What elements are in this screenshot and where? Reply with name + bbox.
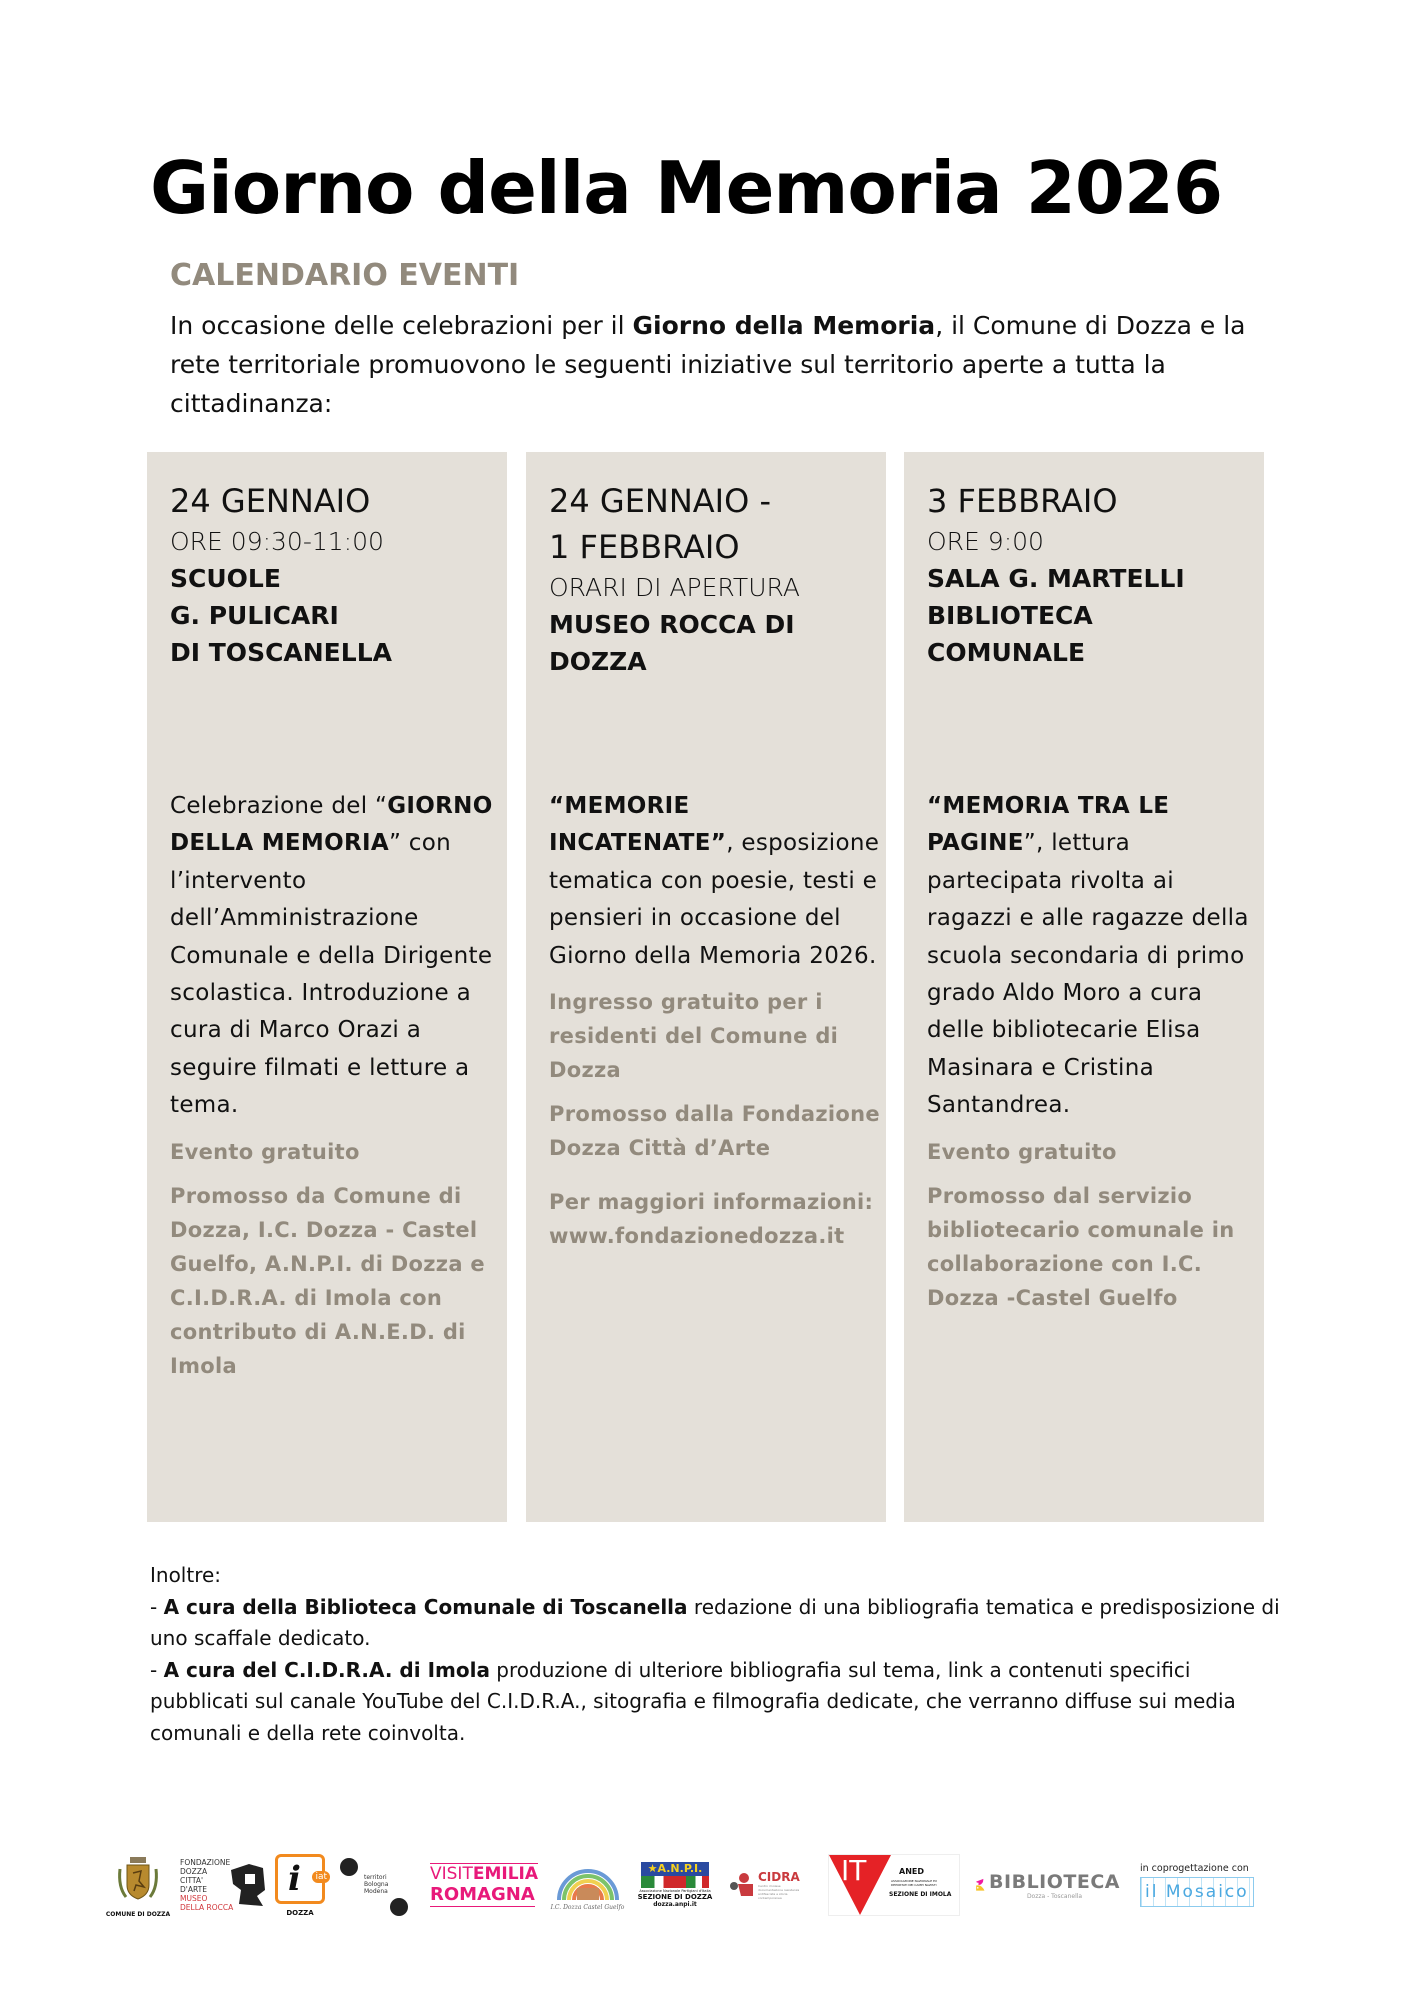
page-title: Giorno della Memoria 2026 <box>150 146 1223 230</box>
intro-bold: Giorno della Memoria <box>632 311 936 340</box>
anpi-title: ★A.N.P.I. <box>641 1862 709 1876</box>
bullet: - <box>150 1657 164 1682</box>
place-line: SCUOLE <box>170 564 281 593</box>
intro-text-end: , il Comune di Dozza e la rete territoriale promuovono le seguenti iniziative sul territorio aperte a tutta la cittadinanza: <box>170 311 1246 418</box>
logo-il-mosaico <box>1140 1840 1280 1930</box>
date-line: 24 GENNAIO - <box>549 482 772 520</box>
text: Associazione Nazionale Partigiani d'Italia <box>639 1889 711 1893</box>
text: EMILIA <box>472 1864 539 1884</box>
desc-bold: “MEMORIA TRA LE PAGINE <box>927 793 1170 857</box>
logo-caption: I.C. Dozza Castel Guelfo <box>550 1903 625 1911</box>
flag-stripes <box>641 1876 709 1888</box>
place-line: DOZZA <box>549 647 647 676</box>
extra-text: redazione di una bibliografia tematica e predisposizione di uno scaffale dedicato. <box>150 1594 1280 1650</box>
desc-text: ”, lettura partecipata rivolta ai ragazzi e alle ragazze della scuola secondaria di primo grado Aldo Moro a cura delle bibliotecarie Elisa Masinara e Cristina Santandrea. <box>927 830 1249 1119</box>
info-link[interactable]: Per maggiori informazioni: www.fondazionedozza.it <box>549 1190 874 1249</box>
extra-heading: Inoltre: <box>150 1563 222 1587</box>
additional-initiatives <box>150 1560 1290 1749</box>
promoter-note: Promosso da Comune di Dozza, I.C. Dozza - Castel Guelfo, A.N.P.I. di Dozza e C.I.D.R.A. di Imola con contributo di A.N.E.D. di Imola <box>170 1183 485 1378</box>
text: BIBLIOTECA <box>989 1870 1120 1893</box>
place-line: MUSEO ROCCA DI <box>549 610 795 639</box>
extra-item-2 <box>150 1655 1290 1750</box>
place-line: G. PULICARI <box>170 601 339 630</box>
aned-mark: IT <box>841 1854 867 1887</box>
text-line: Modena <box>364 1888 388 1895</box>
text: VISIT <box>430 1864 473 1884</box>
text-line: FONDAZIONE <box>180 1858 231 1867</box>
desc-text: , esposizione tematica con poesie, testi e pensieri in occasione del Giorno della Memoria 2026. <box>549 830 880 969</box>
castle-icon <box>229 1860 269 1910</box>
text: Dozza - Toscanella <box>1026 1892 1083 1900</box>
event-date <box>549 478 876 570</box>
intro-paragraph <box>170 306 1280 423</box>
free-event-note: Evento gratuito <box>170 1139 360 1164</box>
text: dozza.anpi.it <box>653 1901 697 1908</box>
mosaico-wordmark: il Mosaico <box>1140 1877 1254 1907</box>
coprogettazione-label: in coprogettazione con <box>1140 1863 1249 1874</box>
event-date: 3 FEBBRAIO <box>927 482 1118 520</box>
logo-caption: DOZZA <box>286 1908 314 1917</box>
event-card-2 <box>526 452 886 1522</box>
place-line: BIBLIOTECA <box>927 601 1093 630</box>
text: ASSOCIAZIONE NAZIONALE EX DEPORTATI NEI CAMPI NAZISTI <box>891 1879 938 1887</box>
desc-bold: “MEMORIE INCATENATE” <box>549 793 727 857</box>
event-description <box>927 788 1258 1315</box>
text-line: D'ARTE <box>180 1885 207 1894</box>
logo-aned-imola <box>828 1840 963 1930</box>
rainbow-icon <box>555 1860 621 1904</box>
logo-ic-dozza-castel-guelfo <box>550 1840 625 1930</box>
partner-logos <box>100 1840 1320 1930</box>
promoter-note: Promosso dalla Fondazione Dozza Città d’Arte <box>549 1102 880 1161</box>
logo-comune-dozza <box>105 1840 171 1930</box>
info-icon: i iat <box>275 1854 325 1904</box>
desc-text: ” con l’intervento dell’Amministrazione Comunale e della Dirigente scolastica. Introduzione a cura di Marco Orazi a seguire filmati e letture a tema. <box>170 830 493 1119</box>
event-time: ORE 09:30-11:00 <box>170 527 384 556</box>
extra-text: produzione di ulteriore bibliografia sul tema, link a contenuti specifici pubblicati sul canale YouTube del C.I.D.R.A., sitografia e filmografia dedicate, che verranno diffuse sui media comunali e della rete coinvolta. <box>150 1657 1236 1745</box>
event-time: ORE 9:00 <box>927 527 1044 556</box>
text-line: territori <box>364 1874 387 1881</box>
cidra-name: CIDRA <box>758 1870 800 1884</box>
desc-bold: GIORNO DELLA MEMORIA <box>170 793 493 857</box>
text: Centro imolese documentazione resistenza antifascista e storia contemporanea <box>758 1884 800 1900</box>
biblioteca-mark-icon <box>975 1861 985 1909</box>
dot-icon <box>340 1858 358 1876</box>
text-line: CITTA' <box>180 1876 204 1885</box>
event-time: ORARI DI APERTURA <box>549 573 800 602</box>
bullet: - <box>150 1594 164 1619</box>
event-card-1 <box>147 452 507 1522</box>
fondazione-text <box>180 1858 233 1912</box>
extra-bold: A cura del C.I.D.R.A. di Imola <box>163 1657 490 1682</box>
text-line: DOZZA <box>180 1867 208 1876</box>
logo-anpi-dozza <box>637 1840 713 1930</box>
iat-mark: iat <box>312 1871 330 1883</box>
logo-territori-bologna-modena <box>340 1840 410 1930</box>
dot-icon <box>390 1898 408 1916</box>
text: ANED <box>899 1867 924 1876</box>
section-subtitle: CALENDARIO EVENTI <box>170 258 520 293</box>
logo-cidra <box>728 1840 803 1930</box>
free-entry-note: Ingresso gratuito per i residenti del Comune di Dozza <box>549 990 839 1083</box>
extra-bold: A cura della Biblioteca Comunale di Toscanella <box>163 1594 688 1619</box>
text: SEZIONE DI IMOLA <box>889 1891 952 1898</box>
intro-text: In occasione delle celebrazioni per il <box>170 311 633 340</box>
place-line: COMUNALE <box>927 638 1086 667</box>
text-line: MUSEO <box>180 1894 208 1903</box>
desc-text: Celebrazione del “ <box>170 793 388 819</box>
logo-caption: COMUNE DI DOZZA <box>105 1910 171 1918</box>
date-line: 1 FEBBRAIO <box>549 528 740 566</box>
event-place <box>927 560 1254 671</box>
logo-visit-emilia-romagna <box>430 1840 539 1930</box>
event-description <box>549 788 880 1253</box>
logo-biblioteca-dozza-toscanella <box>975 1840 1120 1930</box>
text-line: Bologna <box>364 1881 389 1888</box>
place-line: SALA G. MARTELLI <box>927 564 1185 593</box>
text-line: DELLA ROCCA <box>180 1903 234 1912</box>
event-date: 24 GENNAIO <box>170 482 371 520</box>
promoter-note: Promosso dal servizio bibliotecario comunale in collaborazione con I.C. Dozza -Castel Guelfo <box>927 1183 1235 1310</box>
place-line: DI TOSCANELLA <box>170 638 392 667</box>
free-event-note: Evento gratuito <box>927 1139 1117 1164</box>
cidra-mark-icon <box>729 1872 755 1898</box>
event-card-3 <box>904 452 1264 1522</box>
event-description <box>170 788 501 1383</box>
logo-iat-dozza <box>270 1840 330 1930</box>
extra-item-1 <box>150 1592 1290 1655</box>
event-place <box>549 606 876 680</box>
text: ROMAGNA <box>430 1884 535 1905</box>
coat-of-arms-icon <box>116 1853 160 1909</box>
text: SEZIONE DI DOZZA <box>637 1893 713 1901</box>
event-place <box>170 560 497 671</box>
